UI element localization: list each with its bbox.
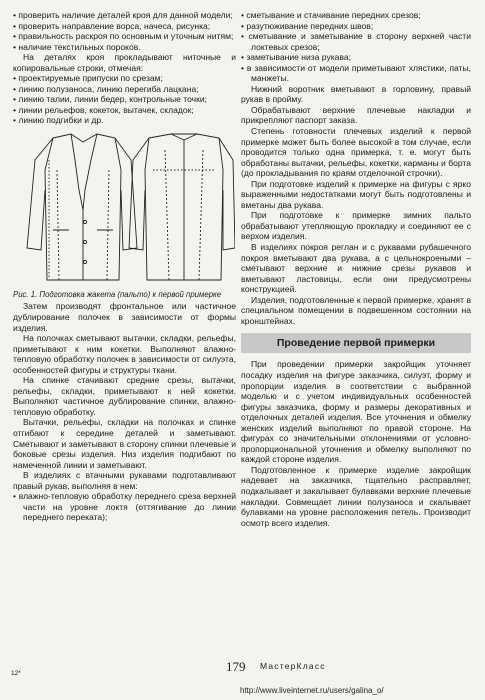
paragraph: При подготовке изделий к примерке на фигуры с ярко выраженными недостатками могут быть подготовлены и вметаны два рукава. — [241, 178, 471, 210]
sleeve-step: • разутюживание передних швов; — [241, 20, 374, 31]
jacket-illustration — [13, 130, 236, 288]
sleeve-step: • сметывание и стачивание передних срезов; — [241, 10, 421, 20]
check-item: • проверить направление ворса, начеса, рисунка; — [13, 20, 211, 31]
section-heading: Проведение первой примерки — [241, 333, 471, 353]
right-column — [241, 10, 471, 528]
paragraph: При подготовке к примерке зимних пальто обрабатывают утепляющую прокладку и соединяют ее с верхом изделия. — [241, 210, 471, 242]
marking-item: • линию полузаноса, линию перегиба лацкана; — [13, 83, 199, 94]
paragraph: На спинке стачивают средние срезы, вытачки, рельефы, складки, приметывают к ней кокетки. Выполняют частичное дублирование спинки, влажно-тепловую обработку. — [13, 375, 236, 417]
check-item: • проверить наличие деталей кроя для данной модели; — [13, 10, 233, 20]
paragraph: Нижний воротник вметывают в горловину, правый рукав в пройму. — [241, 83, 471, 105]
left-column — [13, 10, 236, 523]
marking-item: • проектируемые припуски по срезам; — [13, 73, 163, 84]
paragraph: Обрабатывают верхние плечевые накладки и прикрепляют паспорт заказа. — [241, 104, 471, 126]
check-item: • наличие текстильных пороков. — [13, 41, 141, 52]
jacket-drawing — [13, 130, 235, 288]
paragraph: Затем производят фронтальное или частичное дублирование полочек в зависимости от формы изделия. — [13, 301, 236, 333]
signature-marker: 12* — [11, 670, 21, 677]
paragraph: На деталях кроя прокладывают ниточные и копировальные строки, отмечая: — [13, 52, 236, 73]
paragraph: Степень готовности плечевых изделий к первой примерке может быть более высокой в том случае, если проводится только одна примерка, т. е. могут быть обработаны вытачки, рельефы, кокетки, карманы и борта (до прокладывания по краям отделочной строчки). — [241, 126, 471, 179]
sleeve-step: • заметывание низа рукава; — [241, 52, 351, 63]
paragraph: В изделиях с втачными рукавами подготавливают правый рукав, выполняя в нем: — [13, 470, 236, 491]
sleeve-item: • влажно-тепловую обработку переднего среза верхней части на уровне локтя (оттягивание до линии переднего переката); — [13, 491, 236, 523]
figure-caption: Рис. 1. Подготовка жакета (пальто) к первой примерке — [13, 290, 222, 300]
source-url: http://www.liveinternet.ru/users/galina_o/ — [240, 686, 384, 695]
marking-item: • линию талии, линии бедер, контрольные точки; — [13, 94, 207, 105]
paragraph: На полочках сметывают вытачки, складки, рельефы, приметывают к ним кокетки. Выполняют влажно-тепловую обработку полочек в зависимости от силуэта, особенностей фигуры и структуры ткани. — [13, 333, 236, 375]
paragraph: В изделиях покроя реглан и с рукавами рубашечного покроя вметывают два рукава, а с цельнокроеными – сметывают верхние и нижние срезы рукавов и вметывают ластовицы, если они предусмотрены конструкцией. — [241, 242, 471, 295]
paragraph: Вытачки, рельефы, складки на полочках и спинке отгибают к середине деталей и заметывают. Сметывают и заметывают в сторону спинки плечевые и боковые срезы изделия. Низ изделия подгибают по намеченной линии и заметывают. — [13, 417, 236, 470]
sleeve-step: • сметывание и заметывание в сторону верхней части локтевых срезов; — [241, 31, 471, 52]
paragraph: При проведении примерки закройщик уточняет посадку изделия на фигуре заказчика, силуэт, форму и пропорции изделия в соответствии с выбранной моделью и с учетом индивидуальных особенностей фигуры заказчика, форму и размеры декоративных и отделочных деталей изделия. Все уточнения и обмелку женских изделий выполняют по правой стороне. На фигурах со значительными отклонениями от условно-пропорциональной уточнения и обмелку выполняют по каждой стороне изделия. — [241, 359, 471, 465]
sleeve-step: • в зависимости от модели приметывают хлястики, паты, манжеты. — [241, 62, 471, 84]
marking-item: • линию подгибки и др. — [13, 115, 104, 126]
paragraph: Изделия, подготовленные к первой примерке, хранят в специальном помещении в подвешенном состоянии на кронштейнах. — [241, 294, 471, 326]
magazine-name: МастерКласс — [260, 661, 326, 671]
paragraph: Подготовленное к примерке изделие закройщик надевает на заказчика, тщательно расправляет, подкалывает и закалывает булавками верхние плечевые накладки. Совмещает линии полузаноса и скалывает булавками на уровне расположения петель. Производит осмотр всего изделия. — [241, 464, 471, 528]
check-item: • правильность раскроя по основным и уточным нитям; — [13, 31, 234, 42]
marking-item: • линии рельефов, кокеток, вытачек, складок; — [13, 104, 194, 115]
page-number: 179 — [226, 659, 246, 674]
